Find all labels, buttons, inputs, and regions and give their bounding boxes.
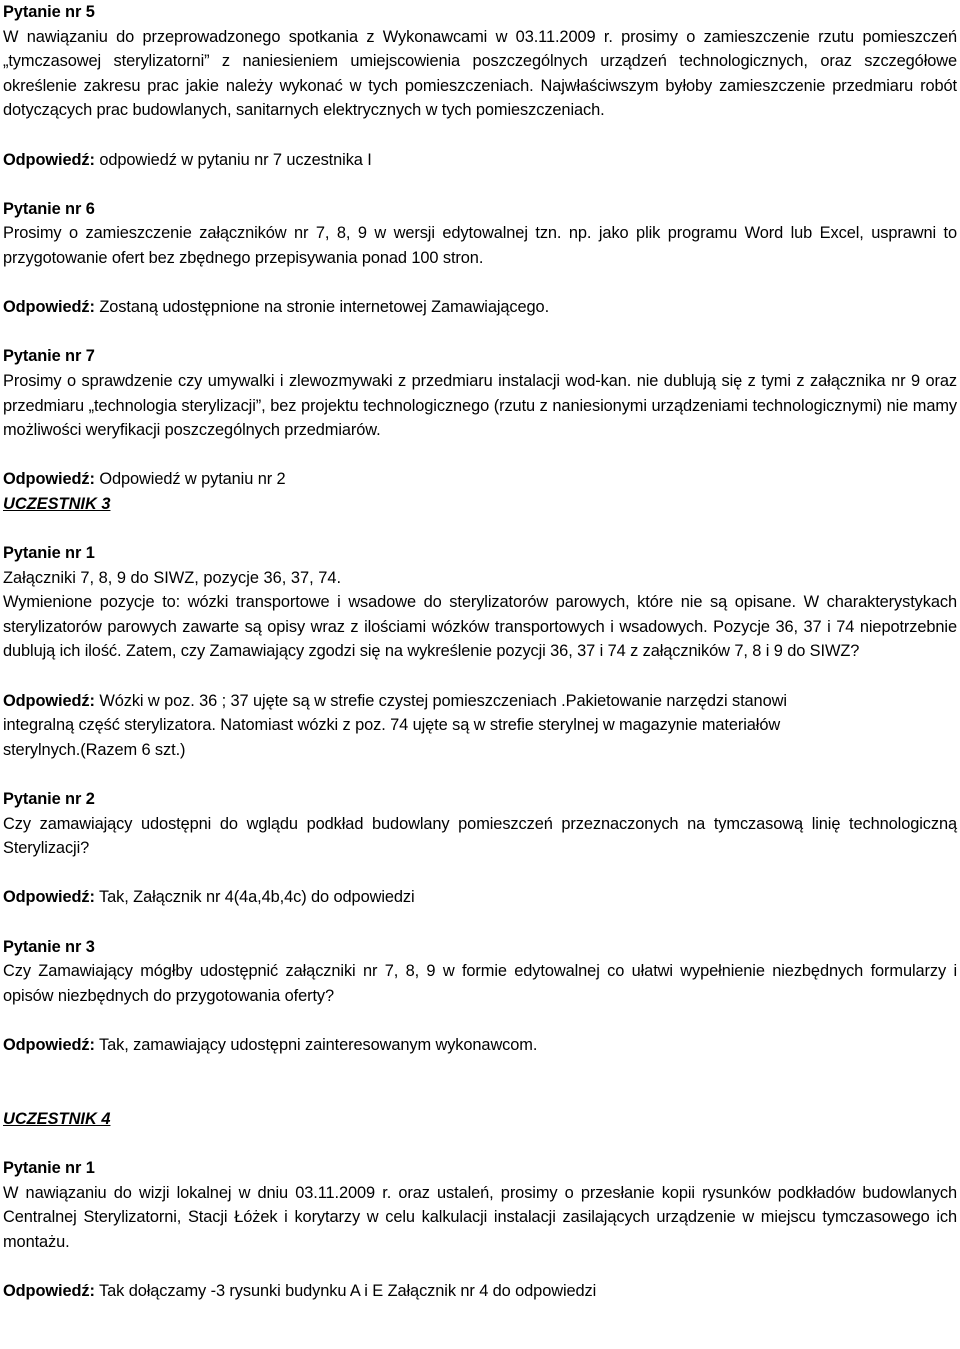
answer-text: Tak, zamawiający udostępni zainteresowanym wykonawcom. bbox=[99, 1035, 538, 1054]
q5-text: W nawiązaniu do przeprowadzonego spotkania z Wykonawcami w 03.11.2009 r. prosimy o zamieszczenie rzutu pomieszczeń „tymczasowej sterylizatorni” z naniesieniem umiejscowienia poszczególnych urządzeń technologicznych, oraz szczegółowe określenie zakresu prac jakie należy wykonać w tych pomieszczeniach. Najwłaściwszym byłoby zamieszczenie przedmiaru robót dotyczących prac budowlanych, sanitarnych elektrycznych w tych pomieszczeniach. bbox=[3, 27, 957, 120]
p3-q3-answer bbox=[3, 1033, 957, 1058]
participant-4-heading: UCZESTNIK 4 bbox=[3, 1109, 111, 1128]
answer-label: Odpowiedź: bbox=[3, 691, 95, 710]
p4-q1-answer bbox=[3, 1279, 957, 1304]
p3-q1-title: Pytanie nr 1 bbox=[3, 544, 95, 563]
q7-answer bbox=[3, 467, 957, 492]
p3-q1-answer-line2: integralną część sterylizatora. Natomiast wózki z poz. 74 ujęte są w strefie sterylnej w magazynie materiałów bbox=[3, 716, 781, 735]
answer-text: Odpowiedź w pytaniu nr 2 bbox=[99, 470, 286, 489]
p4-q1-title: Pytanie nr 1 bbox=[3, 1158, 95, 1177]
answer-label: Odpowiedź: bbox=[3, 298, 95, 317]
q6-title: Pytanie nr 6 bbox=[3, 199, 95, 218]
p3-q1-answer bbox=[3, 689, 957, 714]
p3-q3-text: Czy Zamawiający mógłby udostępnić załączniki nr 7, 8, 9 w formie edytowalnej co ułatwi wypełnienie niezbędnych formularzy i opisów niezbędnych do przygotowania oferty? bbox=[3, 962, 957, 1005]
p3-q2-title: Pytanie nr 2 bbox=[3, 790, 95, 808]
answer-label: Odpowiedź: bbox=[3, 150, 95, 169]
p4-q1-text: W nawiązaniu do wizji lokalnej w dniu 03.11.2009 r. oraz ustaleń, prosimy o przesłanie kopii rysunków podkładów budowlanych Centralnej Sterylizatorni, Stacji Łóżek i korytarzy w celu kalkulacji instalacji zasilających urządzenie w miejscu tymczasowego ich montażu. bbox=[3, 1183, 957, 1251]
answer-text: odpowiedź w pytaniu nr 7 uczestnika I bbox=[99, 150, 372, 169]
participant-3-heading: UCZESTNIK 3 bbox=[3, 494, 111, 513]
p3-q3-title: Pytanie nr 3 bbox=[3, 937, 95, 956]
answer-label: Odpowiedź: bbox=[3, 888, 95, 907]
answer-label: Odpowiedź: bbox=[3, 470, 95, 489]
p3-q1-text: Wymienione pozycje to: wózki transportowe i wsadowe do sterylizatorów parowych, które nie są opisane. W charakterystykach sterylizatorów parowych zawarte są opisy wraz z ilościami wózków transportowych i wsadowych. Pozycje 36, 37 i 74 niepotrzebnie dublują ich ilość. Zatem, czy Zamawiający zgodzi się na wykreślenie pozycji 36, 37 i 74 z załączników 7, 8 i 9 do SIWZ? bbox=[3, 593, 957, 661]
q7-text: Prosimy o sprawdzenie czy umywalki i zlewozmywaki z przedmiaru instalacji wod-kan. nie dublują się z tymi z załącznika nr 9 oraz przedmiaru „technologia sterylizacji”, bez projektu technologicznego (rzutu z naniesionymi urządzeniami technologicznymi) nie mamy możliwości weryfikacji poszczególnych przedmiarów. bbox=[3, 371, 957, 440]
q5-answer bbox=[3, 148, 957, 173]
answer-label: Odpowiedź: bbox=[3, 1035, 95, 1054]
p3-q1-line1: Załączniki 7, 8, 9 do SIWZ, pozycje 36, 37, 74. bbox=[3, 568, 341, 587]
p3-q1-answer-line3: sterylnych.(Razem 6 szt.) bbox=[3, 740, 186, 759]
answer-text: Zostaną udostępnione na stronie internetowej Zamawiającego. bbox=[99, 298, 550, 317]
q5-title: Pytanie nr 5 bbox=[3, 3, 95, 21]
q6-answer bbox=[3, 295, 957, 320]
answer-text: Tak dołączamy -3 rysunki budynku A i E Załącznik nr 4 do odpowiedzi bbox=[99, 1281, 597, 1300]
answer-label: Odpowiedź: bbox=[3, 1281, 95, 1300]
q6-text: Prosimy o zamieszczenie załączników nr 7, 8, 9 w wersji edytowalnej tzn. np. jako plik programu Word lub Excel, usprawni to przygotowanie ofert bez zbędnego przepisywania ponad 100 stron. bbox=[3, 224, 957, 267]
p3-q2-text: Czy zamawiający udostępni do wglądu podkład budowlany pomieszczeń przeznaczonych na tymczasową linię technologiczną Sterylizacji? bbox=[3, 814, 957, 858]
q7-title: Pytanie nr 7 bbox=[3, 347, 95, 366]
answer-text: Tak, Załącznik nr 4(4a,4b,4c) do odpowiedzi bbox=[99, 888, 415, 907]
p3-q2-answer bbox=[3, 885, 957, 910]
answer-text: Wózki w poz. 36 ; 37 ujęte są w strefie czystej pomieszczeniach .Pakietowanie narzędzi stanowi bbox=[99, 691, 787, 710]
